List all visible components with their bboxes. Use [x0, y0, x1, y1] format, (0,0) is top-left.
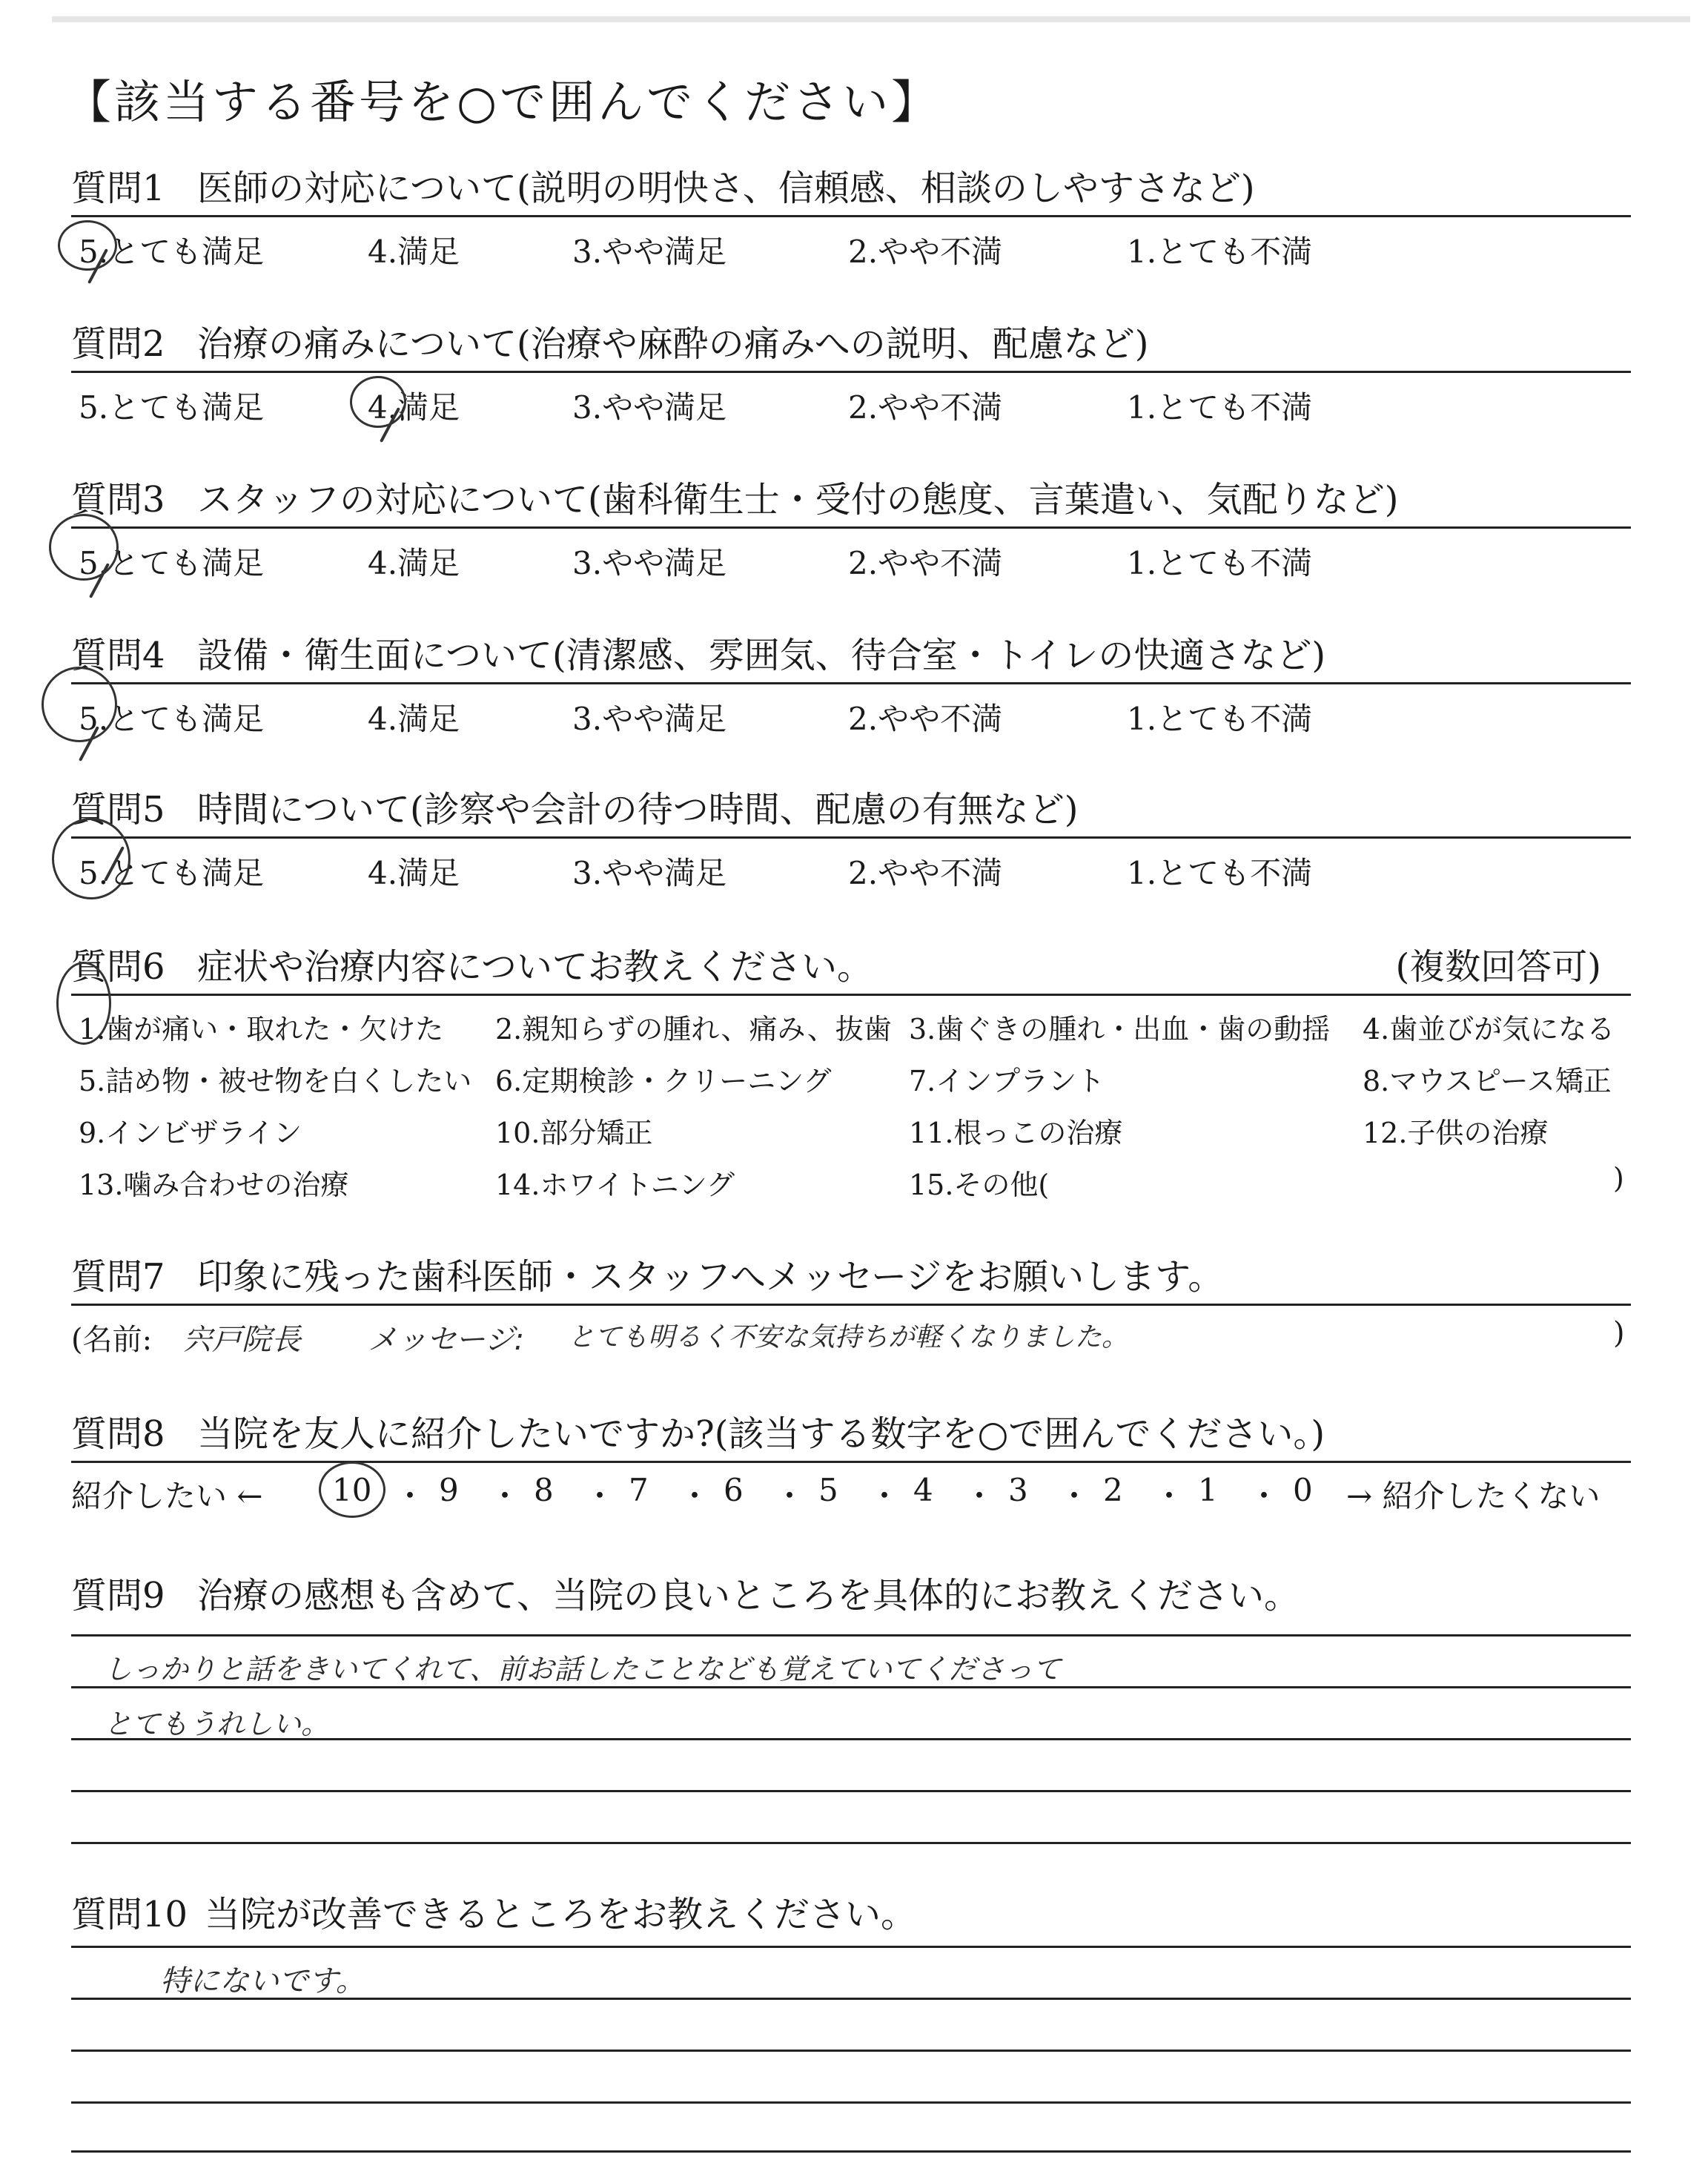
question-number: 質問1 [71, 168, 165, 209]
scale-value[interactable]: 4 [913, 1472, 933, 1508]
scale-value[interactable]: 9 [439, 1472, 459, 1508]
option-5[interactable]: 5.とても満足 [79, 855, 265, 891]
name-value[interactable]: 宍戸院長 [182, 1323, 301, 1357]
selection-circle [58, 220, 117, 271]
scale-value[interactable]: 5 [818, 1472, 838, 1508]
recommend-scale [71, 1463, 1631, 1516]
symptom-option[interactable]: 4.歯並びが気になる [1363, 1013, 1615, 1046]
question-number: 質問4 [71, 635, 165, 676]
question-text: スタッフの対応について(歯科衛生士・受付の態度、言葉遣い、気配りなど) [197, 479, 1399, 521]
message-line [71, 1306, 1631, 1358]
answer-line [71, 2150, 1631, 2153]
question-text: 印象に残った歯科医師・スタッフへメッセージをお願いします。 [197, 1256, 1224, 1298]
symptom-option[interactable]: 2.親知らずの腫れ、痛み、抜歯 [495, 1013, 892, 1046]
scale-value[interactable]: 3 [1008, 1472, 1028, 1508]
scale-dot: ・ [774, 1478, 806, 1514]
scale-dot: ・ [489, 1478, 521, 1514]
option-4[interactable]: 4.満足 [368, 545, 460, 581]
symptom-option[interactable]: 6.定期検診・クリーニング [495, 1065, 832, 1097]
close-paren: ) [1613, 1316, 1625, 1350]
answer-line [71, 2050, 1631, 2052]
symptom-option[interactable]: 15.その他( [909, 1169, 1050, 1201]
option-3[interactable]: 3.やや満足 [572, 389, 727, 426]
option-1[interactable]: 1.とても不満 [1127, 234, 1313, 270]
symptom-option[interactable]: 8.マウスピース矯正 [1363, 1065, 1612, 1097]
option-2[interactable]: 2.やや不満 [848, 234, 1003, 270]
rating-options [71, 373, 1631, 425]
selection-circle [49, 514, 119, 581]
scan-top-edge [52, 16, 1690, 22]
scale-dot: ・ [1059, 1478, 1090, 1514]
option-5[interactable]: 5.とても満足 [79, 389, 265, 426]
option-4[interactable]: 4.満足 [368, 234, 460, 270]
answer-line [71, 1946, 1631, 1948]
answer-line [71, 1842, 1631, 1844]
answer-line [71, 2101, 1631, 2104]
symptom-option[interactable]: 12.子供の治療 [1363, 1117, 1549, 1149]
option-4[interactable]: 4.満足 [368, 701, 460, 737]
rating-options [71, 217, 1631, 269]
question-text: 医師の対応について(説明の明快さ、信頼感、相談のしやすさなど) [197, 168, 1255, 209]
rating-options [71, 529, 1631, 581]
answer-text[interactable]: しっかりと話をきいてくれて、前お話したことなども覚えていてくださって [104, 1653, 1062, 1685]
message-label: メッセージ: [368, 1323, 525, 1357]
symptom-option[interactable]: 3.歯ぐきの腫れ・出血・歯の動揺 [909, 1013, 1331, 1046]
scale-dot: ・ [584, 1478, 616, 1514]
option-1[interactable]: 1.とても不満 [1127, 701, 1313, 737]
option-4[interactable]: 4.満足 [368, 855, 460, 891]
option-3[interactable]: 3.やや満足 [572, 701, 727, 737]
multi-answer-note: (複数回答可) [1395, 946, 1601, 988]
question-text: 当院を友人に紹介したいですか?(該当する数字を○で囲んでください。) [197, 1413, 1325, 1455]
question-text: 症状や治療内容についてお教えください。 [197, 946, 873, 988]
question-number: 質問6 [71, 946, 165, 988]
scale-left-label: 紹介したい ← [71, 1478, 263, 1514]
answer-text[interactable]: とてもうれしい。 [104, 1708, 330, 1740]
symptom-options [71, 996, 1631, 1211]
question-number: 質問5 [71, 789, 165, 830]
selection-circle [52, 818, 130, 899]
answer-text[interactable]: 特にないです。 [160, 1964, 365, 1998]
symptom-option[interactable]: 14.ホワイトニング [495, 1169, 735, 1201]
question-4 [71, 630, 1631, 736]
question-8 [71, 1409, 1631, 1516]
option-1[interactable]: 1.とても不満 [1127, 389, 1313, 426]
answer-line [71, 1634, 1631, 1636]
selection-circle [319, 1462, 385, 1518]
symptom-option[interactable]: 10.部分矯正 [495, 1117, 653, 1149]
selection-circle [350, 376, 406, 428]
scale-dot: ・ [964, 1478, 996, 1514]
question-7 [71, 1252, 1631, 1358]
question-number: 質問7 [71, 1256, 165, 1298]
question-number: 質問3 [71, 479, 165, 521]
symptom-option[interactable]: 1.歯が痛い・取れた・欠けた [79, 1013, 444, 1046]
scale-dot: ・ [679, 1478, 711, 1514]
question-text: 治療の痛みについて(治療や麻酔の痛みへの説明、配慮など) [197, 323, 1149, 365]
option-2[interactable]: 2.やや不満 [848, 389, 1003, 426]
scale-value[interactable]: 0 [1293, 1472, 1313, 1508]
option-5[interactable]: 5.とても満足 [79, 701, 265, 737]
answer-line [71, 1790, 1631, 1792]
option-5[interactable]: 5.とても満足 [79, 545, 265, 581]
rating-options [71, 839, 1631, 891]
option-3[interactable]: 3.やや満足 [572, 855, 727, 891]
question-number: 質問10 [71, 1894, 188, 1935]
question-text: 設備・衛生面について(清潔感、雰囲気、待合室・トイレの快適さなど) [197, 635, 1326, 676]
scale-value[interactable]: 1 [1198, 1472, 1218, 1508]
message-value[interactable]: とても明るく不安な気持ちが軽くなりました。 [568, 1322, 1129, 1353]
other-close-paren: ) [1613, 1162, 1624, 1195]
selection-circle [42, 667, 117, 742]
option-2[interactable]: 2.やや不満 [848, 855, 1003, 891]
symptom-option[interactable]: 13.噛み合わせの治療 [79, 1169, 349, 1201]
option-4[interactable]: 4.満足 [368, 389, 460, 426]
scale-dot: ・ [869, 1478, 901, 1514]
question-text: 治療の感想も含めて、当院の良いところを具体的にお教えください。 [197, 1575, 1300, 1616]
question-10 [71, 1889, 1631, 2156]
scale-value[interactable]: 8 [534, 1472, 554, 1508]
question-3 [71, 475, 1631, 581]
rating-options [71, 684, 1631, 736]
scale-value[interactable]: 6 [724, 1472, 744, 1508]
selection-circle [56, 962, 111, 1045]
option-1[interactable]: 1.とても不満 [1127, 545, 1313, 581]
scale-dot: ・ [394, 1478, 426, 1514]
option-3[interactable]: 3.やや満足 [572, 545, 727, 581]
symptom-option[interactable]: 7.インプラント [909, 1065, 1105, 1097]
question-1 [71, 163, 1631, 269]
question-number: 質問9 [71, 1575, 165, 1616]
question-2 [71, 319, 1631, 425]
option-1[interactable]: 1.とても不満 [1127, 855, 1313, 891]
scale-right-label: → 紹介したくない [1346, 1478, 1601, 1514]
question-text: 時間について(診察や会計の待つ時間、配慮の有無など) [197, 789, 1079, 830]
option-2[interactable]: 2.やや不満 [848, 701, 1003, 737]
question-9 [71, 1571, 1631, 1852]
question-5 [71, 785, 1631, 891]
scale-dot: ・ [1153, 1478, 1185, 1514]
symptom-option[interactable]: 11.根っこの治療 [909, 1117, 1123, 1149]
name-label: (名前: [71, 1323, 153, 1357]
option-2[interactable]: 2.やや不満 [848, 545, 1003, 581]
question-6 [71, 942, 1631, 1211]
question-text: 当院が改善できるところをお教えください。 [205, 1894, 917, 1935]
scale-value[interactable]: 10 [332, 1472, 372, 1508]
scale-dot: ・ [1248, 1478, 1280, 1514]
page-title: 【該当する番号を○で囲んでください】 [65, 75, 941, 129]
option-5[interactable]: 5.とても満足 [79, 234, 265, 270]
symptom-option[interactable]: 9.インビザライン [79, 1117, 302, 1149]
symptom-option[interactable]: 5.詰め物・被せ物を白くしたい [79, 1065, 472, 1097]
scale-value[interactable]: 2 [1103, 1472, 1123, 1508]
question-number: 質問8 [71, 1413, 165, 1455]
option-3[interactable]: 3.やや満足 [572, 234, 727, 270]
scale-value[interactable]: 7 [629, 1472, 649, 1508]
question-number: 質問2 [71, 323, 165, 365]
